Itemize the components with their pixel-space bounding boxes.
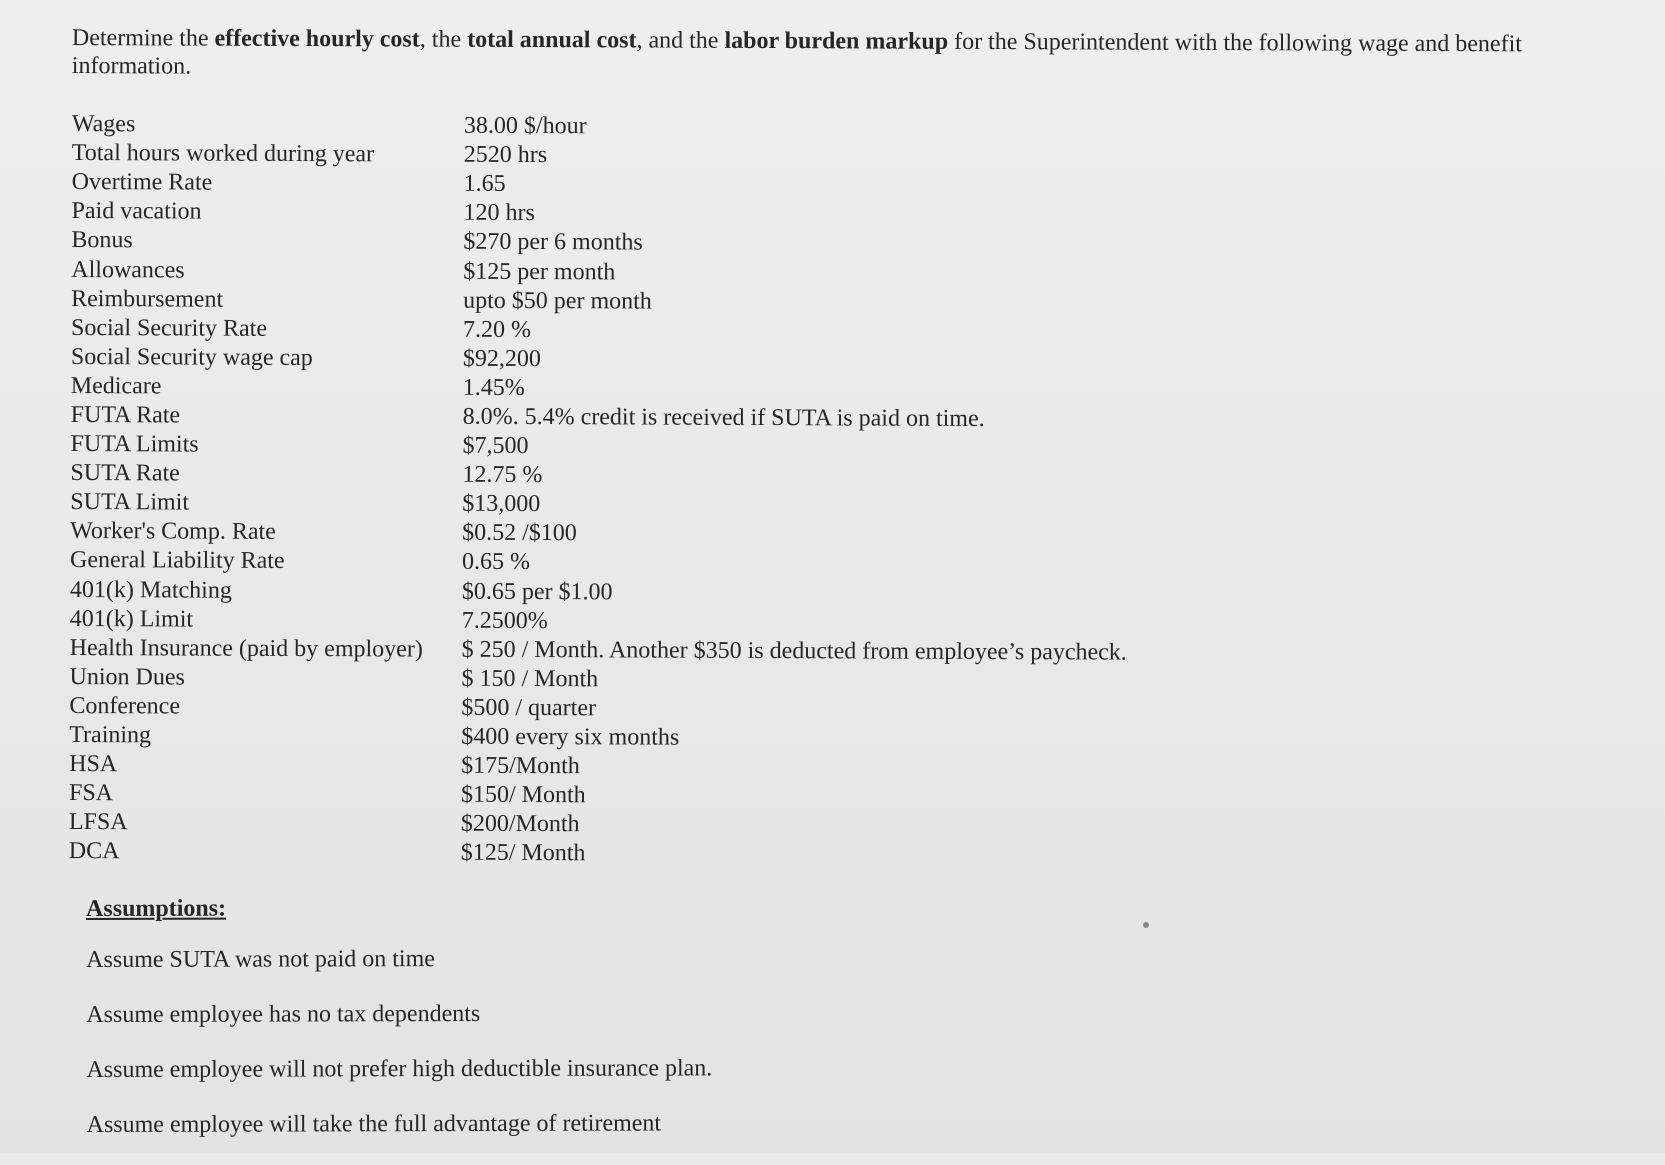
prompt-bold-burden-markup: labor burden markup [724, 27, 949, 55]
assumptions-section [86, 894, 713, 1165]
row-value: $200/Month [460, 811, 580, 838]
row-label: Social Security Rate [70, 314, 268, 342]
row-label: Wages [71, 111, 136, 138]
row-value: $400 every six months [461, 723, 680, 751]
row-value: 1.65 [463, 170, 506, 198]
row-label: FUTA Rate [70, 401, 181, 429]
assumptions-heading: Assumptions: [86, 895, 227, 922]
row-label: Health Insurance (paid by employer) [69, 634, 423, 663]
row-label: Total hours worked during year [71, 140, 375, 168]
assumption-item: Assume employee will take the full advantage of retirement [86, 1110, 662, 1138]
row-label: SUTA Limit [70, 489, 190, 516]
row-label: Paid vacation [71, 198, 202, 225]
prompt-text-1: Determine the [71, 24, 215, 52]
row-label: HSA [69, 751, 118, 778]
row-label: Social Security wage cap [70, 343, 313, 371]
row-label: 401(k) Limit [69, 605, 194, 633]
row-label: FUTA Limits [70, 431, 199, 458]
row-label: LFSA [68, 809, 128, 836]
row-value: $13,000 [462, 490, 541, 518]
prompt-text-2: , the [419, 26, 468, 53]
table-row [69, 837, 1269, 871]
prompt-bold-hourly-cost: effective hourly cost [214, 25, 420, 53]
row-value: $270 per 6 months [463, 229, 643, 256]
row-label: Reimbursement [71, 285, 224, 313]
prompt-text-4: for the Superintendent with the following wage and benefit information. [71, 28, 1522, 80]
row-label: Training [69, 722, 152, 749]
row-label: Bonus [71, 227, 133, 254]
row-value: 1.45% [462, 374, 525, 401]
row-label: Allowances [71, 256, 185, 284]
row-label: Medicare [70, 372, 162, 400]
row-value: $125 per month [463, 258, 616, 285]
row-label: Worker's Comp. Rate [70, 518, 276, 546]
row-label: SUTA Rate [70, 460, 180, 487]
row-value: $7,500 [462, 432, 529, 460]
assumption-item: Assume employee has no tax dependents [86, 1000, 481, 1028]
row-label: Conference [69, 692, 181, 720]
assumption-item: Assume SUTA was not paid on time [86, 946, 435, 973]
paper-speck [1143, 922, 1149, 928]
row-value: $0.52 /$100 [462, 520, 577, 547]
row-value: $92,200 [462, 345, 541, 372]
row-value: $500 / quarter [461, 694, 597, 722]
prompt-bold-annual-cost: total annual cost [467, 26, 637, 54]
row-label: DCA [68, 838, 120, 865]
row-value: 8.0%. 5.4% credit is received if SUTA is paid on time. [462, 403, 985, 432]
row-value: $0.65 per $1.00 [461, 578, 613, 605]
prompt-text-3: , and the [636, 27, 725, 54]
row-label: Overtime Rate [71, 169, 213, 196]
row-value: $125/ Month [460, 840, 586, 867]
row-value: $150/ Month [460, 781, 586, 809]
wage-benefit-table [69, 110, 1272, 872]
row-label: Union Dues [69, 663, 185, 691]
row-value: upto $50 per month [463, 287, 652, 315]
row-value: 7.2500% [461, 607, 548, 634]
row-value: 12.75 % [462, 461, 543, 489]
row-label: FSA [68, 780, 114, 807]
row-label: General Liability Rate [69, 547, 285, 575]
row-value: 2520 hrs [463, 141, 548, 169]
row-label: 401(k) Matching [69, 576, 232, 604]
row-value: 7.20 % [462, 316, 532, 343]
row-value: $ 150 / Month [461, 665, 599, 693]
row-value: $ 250 / Month. Another $350 is deducted from employee’s paycheck. [461, 636, 1127, 666]
row-value: 0.65 % [461, 549, 531, 576]
row-value: $175/Month [461, 752, 580, 780]
assumption-item: Assume employee will not prefer high deductible insurance plan. [86, 1055, 713, 1083]
problem-prompt [72, 24, 1602, 87]
row-value: 120 hrs [463, 200, 535, 227]
row-value: 38.00 $/hour [463, 112, 587, 140]
